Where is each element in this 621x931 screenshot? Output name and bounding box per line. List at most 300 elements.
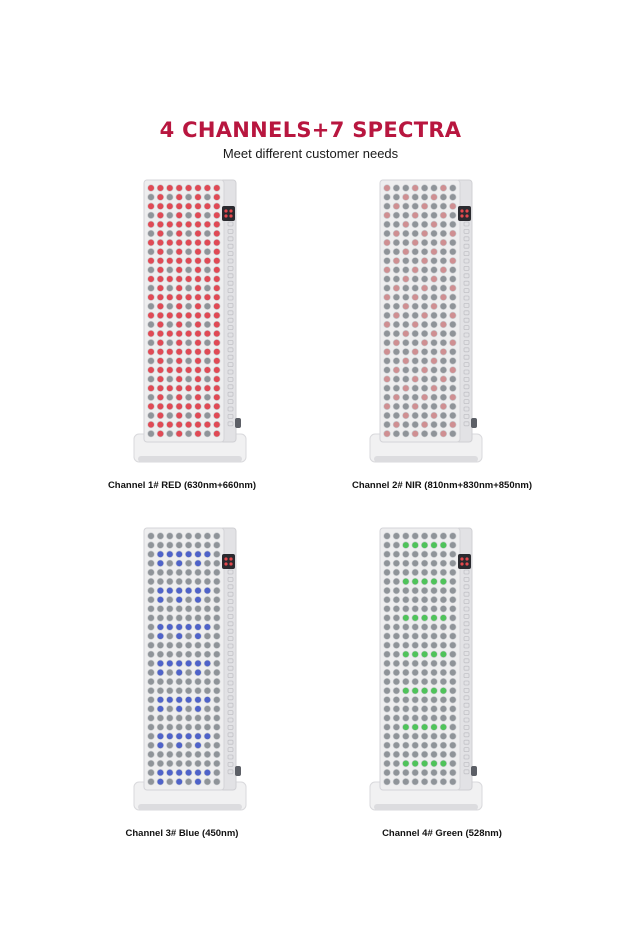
led-11-5 (195, 633, 202, 640)
led-9-6 (440, 615, 447, 622)
led-19-2 (403, 706, 410, 713)
led-23-3 (176, 742, 183, 749)
led-10-7 (450, 276, 457, 283)
led-27-3 (176, 430, 183, 437)
led-18-2 (167, 697, 174, 704)
led-1-2 (403, 194, 410, 201)
led-22-3 (412, 385, 419, 392)
led-4-4 (185, 569, 192, 576)
led-7-3 (176, 596, 183, 603)
led-4-7 (214, 221, 221, 228)
led-27-4 (185, 430, 192, 437)
led-26-0 (384, 769, 391, 776)
led-21-5 (195, 376, 202, 383)
led-27-7 (450, 778, 457, 785)
led-1-2 (167, 542, 174, 549)
led-1-3 (176, 194, 183, 201)
led-7-5 (431, 248, 438, 255)
led-18-4 (185, 697, 192, 704)
led-19-7 (450, 358, 457, 365)
led-20-2 (167, 367, 174, 374)
led-9-0 (384, 267, 391, 274)
led-15-1 (393, 669, 400, 676)
led-27-3 (176, 778, 183, 785)
led-23-6 (204, 394, 211, 401)
led-12-3 (176, 642, 183, 649)
led-2-1 (393, 203, 400, 210)
led-4-2 (167, 221, 174, 228)
led-3-7 (214, 212, 221, 219)
led-5-5 (431, 578, 438, 585)
led-23-6 (440, 394, 447, 401)
led-15-6 (440, 669, 447, 676)
led-21-2 (403, 724, 410, 731)
led-1-7 (450, 194, 457, 201)
led-15-6 (440, 321, 447, 328)
led-2-3 (412, 551, 419, 558)
led-14-4 (185, 660, 192, 667)
led-22-4 (421, 733, 428, 740)
led-7-5 (431, 596, 438, 603)
led-25-2 (403, 760, 410, 767)
led-21-1 (393, 376, 400, 383)
led-23-7 (214, 742, 221, 749)
led-24-1 (393, 751, 400, 758)
led-6-4 (421, 587, 428, 594)
led-27-2 (403, 430, 410, 437)
led-14-4 (421, 312, 428, 319)
led-4-1 (393, 221, 400, 228)
led-13-3 (412, 303, 419, 310)
led-12-2 (167, 294, 174, 301)
led-12-4 (421, 294, 428, 301)
led-26-1 (393, 769, 400, 776)
led-4-2 (167, 569, 174, 576)
led-6-4 (421, 239, 428, 246)
led-18-5 (195, 349, 202, 356)
led-20-6 (204, 715, 211, 722)
led-12-6 (440, 294, 447, 301)
led-23-3 (412, 394, 419, 401)
led-0-0 (148, 185, 155, 192)
led-24-7 (214, 751, 221, 758)
led-4-6 (440, 569, 447, 576)
led-14-0 (384, 312, 391, 319)
led-9-1 (393, 615, 400, 622)
led-4-6 (204, 221, 211, 228)
led-13-0 (148, 303, 155, 310)
led-6-3 (412, 587, 419, 594)
led-13-1 (157, 303, 164, 310)
led-20-1 (393, 367, 400, 374)
led-14-2 (167, 312, 174, 319)
led-5-7 (450, 230, 457, 237)
led-0-1 (393, 533, 400, 540)
led-17-1 (393, 339, 400, 346)
led-17-5 (431, 687, 438, 694)
led-3-7 (214, 560, 221, 567)
led-5-1 (157, 578, 164, 585)
led-12-4 (185, 294, 192, 301)
led-27-5 (195, 778, 202, 785)
led-11-4 (185, 285, 192, 292)
led-6-0 (148, 587, 155, 594)
led-20-1 (393, 715, 400, 722)
led-12-2 (403, 642, 410, 649)
led-21-3 (176, 724, 183, 731)
led-13-6 (204, 651, 211, 658)
led-2-6 (440, 551, 447, 558)
led-10-4 (185, 624, 192, 631)
led-15-7 (214, 669, 221, 676)
led-20-5 (431, 715, 438, 722)
led-5-3 (176, 578, 183, 585)
led-14-5 (431, 660, 438, 667)
led-24-3 (176, 403, 183, 410)
led-7-2 (403, 248, 410, 255)
led-11-1 (393, 285, 400, 292)
led-7-7 (450, 248, 457, 255)
led-23-2 (403, 742, 410, 749)
led-11-4 (185, 633, 192, 640)
led-12-6 (440, 642, 447, 649)
led-22-4 (185, 385, 192, 392)
led-13-6 (440, 303, 447, 310)
led-15-5 (195, 669, 202, 676)
led-3-1 (393, 560, 400, 567)
led-3-1 (157, 560, 164, 567)
led-21-3 (412, 376, 419, 383)
led-24-6 (204, 751, 211, 758)
led-10-6 (440, 624, 447, 631)
led-3-0 (148, 560, 155, 567)
led-14-2 (403, 660, 410, 667)
led-24-5 (431, 751, 438, 758)
led-27-6 (204, 778, 211, 785)
led-26-7 (214, 769, 221, 776)
led-0-7 (214, 185, 221, 192)
led-19-5 (431, 706, 438, 713)
led-11-4 (421, 285, 428, 292)
led-16-7 (214, 678, 221, 685)
led-1-6 (204, 542, 211, 549)
led-17-3 (176, 339, 183, 346)
led-10-1 (157, 624, 164, 631)
led-26-3 (412, 769, 419, 776)
led-2-6 (204, 551, 211, 558)
led-23-0 (148, 394, 155, 401)
led-26-6 (204, 421, 211, 428)
led-8-4 (421, 606, 428, 613)
led-17-7 (214, 339, 221, 346)
led-27-2 (403, 778, 410, 785)
led-15-0 (148, 669, 155, 676)
led-1-4 (421, 194, 428, 201)
led-12-5 (195, 294, 202, 301)
led-13-0 (148, 651, 155, 658)
led-4-5 (195, 221, 202, 228)
led-16-1 (393, 678, 400, 685)
led-6-7 (214, 587, 221, 594)
led-12-3 (412, 642, 419, 649)
led-9-3 (176, 615, 183, 622)
led-11-1 (157, 633, 164, 640)
led-19-2 (167, 358, 174, 365)
led-19-4 (185, 706, 192, 713)
led-25-0 (384, 412, 391, 419)
led-26-0 (384, 421, 391, 428)
led-0-5 (431, 533, 438, 540)
led-4-3 (412, 569, 419, 576)
led-12-7 (450, 294, 457, 301)
led-17-3 (176, 687, 183, 694)
led-10-5 (431, 276, 438, 283)
led-9-7 (214, 267, 221, 274)
led-7-0 (384, 596, 391, 603)
led-27-4 (421, 778, 428, 785)
led-21-0 (384, 724, 391, 731)
led-10-3 (412, 624, 419, 631)
led-9-2 (403, 615, 410, 622)
led-1-2 (403, 542, 410, 549)
led-1-6 (440, 542, 447, 549)
led-3-7 (450, 212, 457, 219)
led-23-7 (214, 394, 221, 401)
led-1-4 (185, 542, 192, 549)
led-13-7 (214, 651, 221, 658)
led-26-5 (195, 769, 202, 776)
led-8-2 (167, 258, 174, 265)
led-10-1 (393, 624, 400, 631)
led-14-3 (176, 660, 183, 667)
led-5-5 (195, 230, 202, 237)
led-16-5 (195, 678, 202, 685)
led-16-5 (431, 678, 438, 685)
led-17-0 (148, 687, 155, 694)
led-8-2 (403, 606, 410, 613)
led-20-6 (440, 715, 447, 722)
led-19-2 (167, 706, 174, 713)
led-19-0 (384, 706, 391, 713)
led-16-4 (185, 678, 192, 685)
led-18-1 (393, 349, 400, 356)
led-3-4 (421, 560, 428, 567)
led-15-5 (195, 321, 202, 328)
led-13-7 (450, 651, 457, 658)
led-17-4 (185, 339, 192, 346)
led-22-2 (167, 385, 174, 392)
led-23-6 (204, 742, 211, 749)
led-21-4 (185, 376, 192, 383)
led-18-6 (204, 697, 211, 704)
led-5-3 (176, 230, 183, 237)
led-25-4 (185, 412, 192, 419)
led-7-1 (157, 248, 164, 255)
led-0-4 (421, 185, 428, 192)
led-8-3 (176, 606, 183, 613)
led-27-1 (157, 778, 164, 785)
led-5-3 (412, 578, 419, 585)
led-6-0 (384, 587, 391, 594)
led-11-6 (440, 285, 447, 292)
led-20-7 (450, 715, 457, 722)
led-6-2 (167, 239, 174, 246)
led-22-3 (176, 733, 183, 740)
led-16-6 (440, 678, 447, 685)
led-4-1 (157, 569, 164, 576)
led-21-2 (167, 724, 174, 731)
led-27-6 (204, 430, 211, 437)
led-5-7 (214, 230, 221, 237)
led-25-0 (148, 760, 155, 767)
led-18-3 (176, 349, 183, 356)
led-13-2 (167, 651, 174, 658)
led-24-4 (185, 403, 192, 410)
led-26-5 (195, 421, 202, 428)
led-21-7 (214, 724, 221, 731)
led-18-1 (393, 697, 400, 704)
led-15-0 (148, 321, 155, 328)
led-0-7 (214, 533, 221, 540)
led-0-0 (384, 533, 391, 540)
led-1-4 (185, 194, 192, 201)
led-11-7 (450, 285, 457, 292)
led-2-0 (148, 203, 155, 210)
led-23-5 (195, 742, 202, 749)
led-21-4 (421, 724, 428, 731)
led-14-4 (185, 312, 192, 319)
led-5-6 (204, 578, 211, 585)
led-15-4 (185, 321, 192, 328)
led-19-1 (157, 358, 164, 365)
led-18-6 (440, 697, 447, 704)
led-6-1 (393, 239, 400, 246)
led-19-5 (195, 706, 202, 713)
led-9-7 (450, 267, 457, 274)
led-20-5 (431, 367, 438, 374)
led-10-3 (412, 276, 419, 283)
led-0-2 (167, 185, 174, 192)
led-3-2 (167, 560, 174, 567)
led-22-5 (431, 385, 438, 392)
led-1-7 (214, 542, 221, 549)
led-27-3 (412, 778, 419, 785)
led-19-1 (393, 706, 400, 713)
led-3-6 (204, 560, 211, 567)
led-2-7 (214, 203, 221, 210)
led-24-4 (421, 403, 428, 410)
led-1-5 (195, 194, 202, 201)
led-7-4 (421, 596, 428, 603)
led-5-3 (412, 230, 419, 237)
led-22-0 (384, 385, 391, 392)
led-5-4 (421, 578, 428, 585)
led-5-6 (440, 230, 447, 237)
led-15-7 (214, 321, 221, 328)
led-2-6 (204, 203, 211, 210)
led-20-4 (185, 715, 192, 722)
led-11-6 (204, 633, 211, 640)
led-22-0 (148, 733, 155, 740)
led-23-4 (185, 742, 192, 749)
led-16-2 (167, 678, 174, 685)
led-20-1 (157, 715, 164, 722)
led-panel-graphic (368, 526, 488, 822)
led-2-3 (412, 203, 419, 210)
led-25-7 (214, 412, 221, 419)
led-17-6 (440, 687, 447, 694)
led-24-6 (440, 403, 447, 410)
led-15-6 (204, 669, 211, 676)
led-12-0 (148, 294, 155, 301)
led-27-2 (167, 778, 174, 785)
led-8-6 (440, 258, 447, 265)
led-8-0 (148, 606, 155, 613)
led-10-5 (195, 276, 202, 283)
led-12-6 (204, 294, 211, 301)
led-8-4 (185, 606, 192, 613)
led-8-0 (384, 258, 391, 265)
led-10-3 (176, 276, 183, 283)
led-18-7 (214, 349, 221, 356)
led-15-1 (157, 669, 164, 676)
led-19-5 (431, 358, 438, 365)
led-21-4 (421, 376, 428, 383)
led-9-5 (431, 615, 438, 622)
led-16-0 (384, 330, 391, 337)
led-17-5 (195, 687, 202, 694)
led-26-0 (148, 769, 155, 776)
led-26-4 (421, 769, 428, 776)
led-11-3 (412, 633, 419, 640)
led-24-2 (167, 751, 174, 758)
led-5-0 (384, 578, 391, 585)
led-6-2 (403, 587, 410, 594)
led-12-1 (157, 294, 164, 301)
led-8-6 (440, 606, 447, 613)
led-2-0 (148, 551, 155, 558)
led-17-4 (185, 687, 192, 694)
led-2-2 (403, 551, 410, 558)
led-26-4 (421, 421, 428, 428)
led-21-2 (167, 376, 174, 383)
led-19-1 (157, 706, 164, 713)
led-2-1 (157, 203, 164, 210)
led-19-2 (403, 358, 410, 365)
led-26-2 (167, 769, 174, 776)
led-26-2 (167, 421, 174, 428)
led-14-3 (176, 312, 183, 319)
led-26-2 (403, 421, 410, 428)
led-24-0 (148, 751, 155, 758)
led-10-7 (214, 276, 221, 283)
led-3-5 (431, 560, 438, 567)
led-8-2 (167, 606, 174, 613)
led-8-3 (412, 258, 419, 265)
led-panel-blue (132, 526, 252, 822)
led-15-7 (450, 321, 457, 328)
led-26-6 (440, 769, 447, 776)
led-3-5 (195, 212, 202, 219)
led-25-3 (176, 412, 183, 419)
led-24-5 (195, 403, 202, 410)
led-20-2 (403, 715, 410, 722)
led-12-5 (431, 642, 438, 649)
led-25-2 (167, 412, 174, 419)
led-24-7 (450, 751, 457, 758)
led-3-4 (185, 212, 192, 219)
led-4-7 (450, 569, 457, 576)
